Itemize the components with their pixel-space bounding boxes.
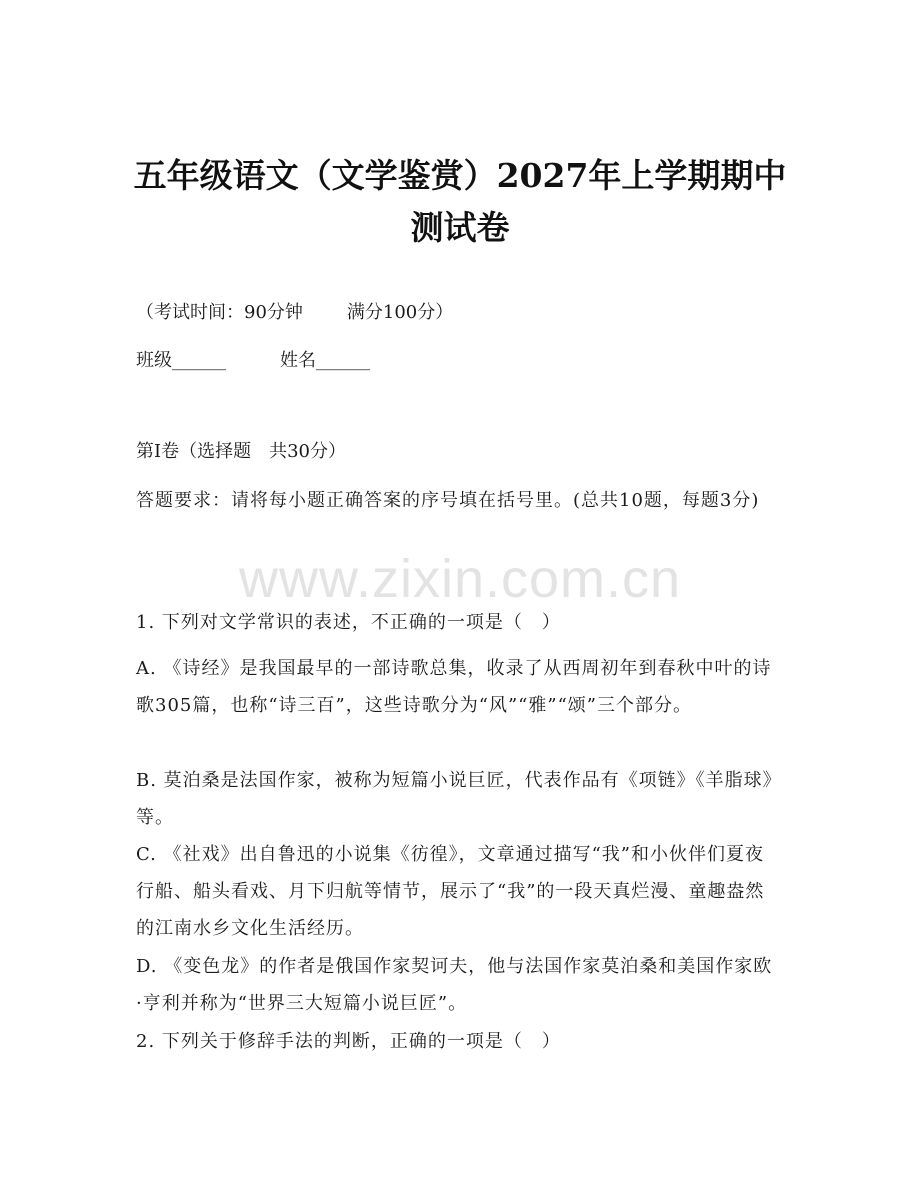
- question-1-option-a: A. 《诗经》是我国最早的一部诗歌总集，收录了从西周初年到春秋中叶的诗歌305篇，也称“诗三百”，这些诗歌分为“风”“雅”“颂”三个部分。: [136, 658, 772, 716]
- instructions: 答题要求：请将每小题正确答案的序号填在括号里。(总共10题，每题3分): [136, 490, 760, 511]
- question-1-option-c: C. 《社戏》出自鲁迅的小说集《彷徨》，文章通过描写“我”和小伙伴们夏夜行船、船头看戏、月下归航等情节，展示了“我”的一段天真烂漫、童趣盎然的江南水乡文化生活经历。: [136, 844, 765, 939]
- document-title: [60, 150, 860, 254]
- watermark: www.zixin.com.cn: [238, 549, 682, 609]
- question-1-stem: 1. 下列对文学常识的表述，不正确的一项是（ ）: [136, 612, 561, 633]
- title-line-2: 测试卷: [410, 208, 510, 247]
- title-line-1: 五年级语文（文学鉴赏）2027年上学期期中: [133, 156, 787, 195]
- section-heading: 第Ⅰ卷（选择题 共30分）: [136, 441, 347, 462]
- exam-time: （考试时间：90分钟: [136, 302, 303, 323]
- class-field: 班级______: [136, 350, 226, 371]
- exam-info: [136, 299, 453, 327]
- question-2-stem: 2. 下列关于修辞手法的判断，正确的一项是（ ）: [136, 1031, 561, 1052]
- question-1-option-d: D. 《变色龙》的作者是俄国作家契诃夫，他与法国作家莫泊桑和美国作家欧·亨利并称为“世界三大短篇小说巨匠”。: [136, 956, 773, 1014]
- question-1-option-b: B. 莫泊桑是法国作家，被称为短篇小说巨匠，代表作品有《项链》《羊脂球》等。: [136, 770, 773, 828]
- exam-score: 满分100分）: [346, 302, 454, 323]
- student-fields: [136, 347, 370, 375]
- name-field: 姓名______: [280, 350, 370, 371]
